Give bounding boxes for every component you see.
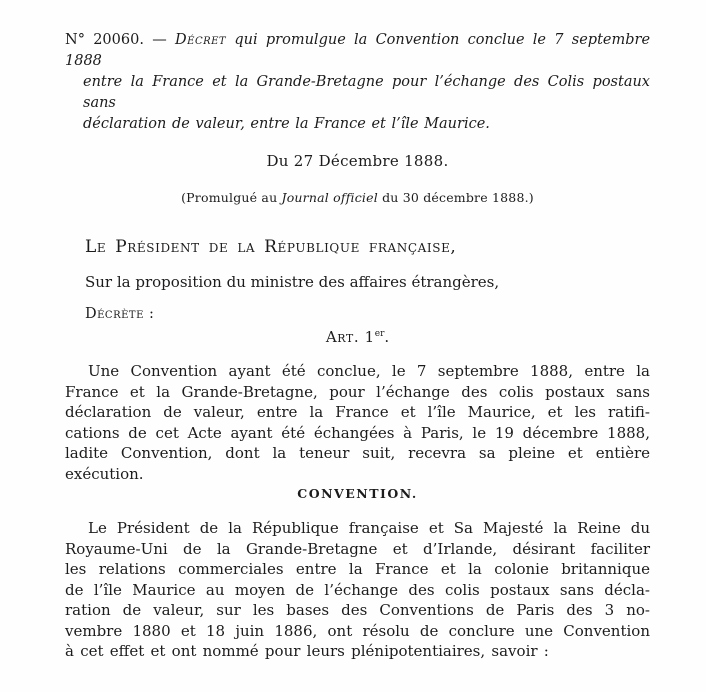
decret-word: Décret bbox=[175, 32, 227, 48]
paragraph-line: les relations commerciales entre la France et la colonie britannique bbox=[65, 560, 650, 578]
article-1-heading bbox=[65, 327, 650, 347]
president-salutation: Le Président de la République française, bbox=[85, 237, 457, 257]
decrete-clause: Décrète : bbox=[85, 306, 155, 322]
decree-title-line-3: déclaration de valeur, entre la France et l’île Maurice. bbox=[83, 116, 490, 132]
decree-title-text: qui promulgue la Convention conclue le 7 septembre 1888 bbox=[65, 32, 651, 69]
decree-number: N° 20060. bbox=[65, 32, 144, 48]
paragraph-line: Une Convention ayant été conclue, le 7 septembre 1888, entre la bbox=[88, 362, 650, 380]
decree-title-line-1 bbox=[65, 30, 650, 72]
paragraph-line: cations de cet Acte ayant été échangées à Paris, le 19 décembre 1888, bbox=[65, 423, 650, 442]
convention-heading: CONVENTION. bbox=[297, 486, 418, 501]
article-period: . bbox=[384, 328, 390, 346]
decree-date: Du 27 Décembre 1888. bbox=[266, 152, 449, 170]
paragraph-line: de l’île Maurice au moyen de l’échange des colis postaux sans décla- bbox=[65, 580, 650, 599]
article-ordinal-superscript: er bbox=[374, 329, 385, 339]
promulgation-suffix: du 30 décembre 1888.) bbox=[377, 190, 534, 205]
article-label: Art. 1 bbox=[325, 328, 375, 346]
paragraph-line: ladite Convention, dont la teneur suit, recevra sa pleine et entière bbox=[65, 444, 650, 462]
article-1-paragraph bbox=[65, 361, 650, 484]
decree-title-line-2: entre la France et la Grande-Bretagne pour l’échange des Colis postaux sans bbox=[83, 74, 650, 111]
paragraph-line: à cet effet et ont nommé pour leurs plénipotentiaires, savoir : bbox=[65, 642, 549, 660]
convention-preamble-paragraph bbox=[65, 518, 650, 662]
promulgation-note bbox=[65, 189, 650, 206]
paragraph-line: France et la Grande-Bretagne, pour l’échange des colis postaux sans bbox=[65, 382, 650, 401]
paragraph-line: déclaration de valeur, entre la France et l’île Maurice, et les ratifi- bbox=[65, 403, 650, 421]
paragraph-line: ration de valeur, sur les bases des Conventions de Paris des 3 no- bbox=[65, 601, 650, 619]
promulgation-prefix: (Promulgué au bbox=[181, 190, 282, 205]
proposition-clause: Sur la proposition du ministre des affaires étrangères, bbox=[85, 273, 500, 291]
paragraph-line: vembre 1880 et 18 juin 1886, ont résolu de conclure une Convention bbox=[65, 621, 650, 640]
dash-separator: — bbox=[152, 32, 167, 48]
journal-officiel-title: Journal officiel bbox=[281, 190, 378, 205]
paragraph-line: Royaume-Uni de la Grande-Bretagne et d’Irlande, désirant faciliter bbox=[65, 539, 650, 558]
decree-title bbox=[65, 30, 650, 135]
paragraph-line: exécution. bbox=[65, 464, 144, 483]
paragraph-line: Le Président de la République française et Sa Majesté la Reine du bbox=[88, 519, 650, 537]
